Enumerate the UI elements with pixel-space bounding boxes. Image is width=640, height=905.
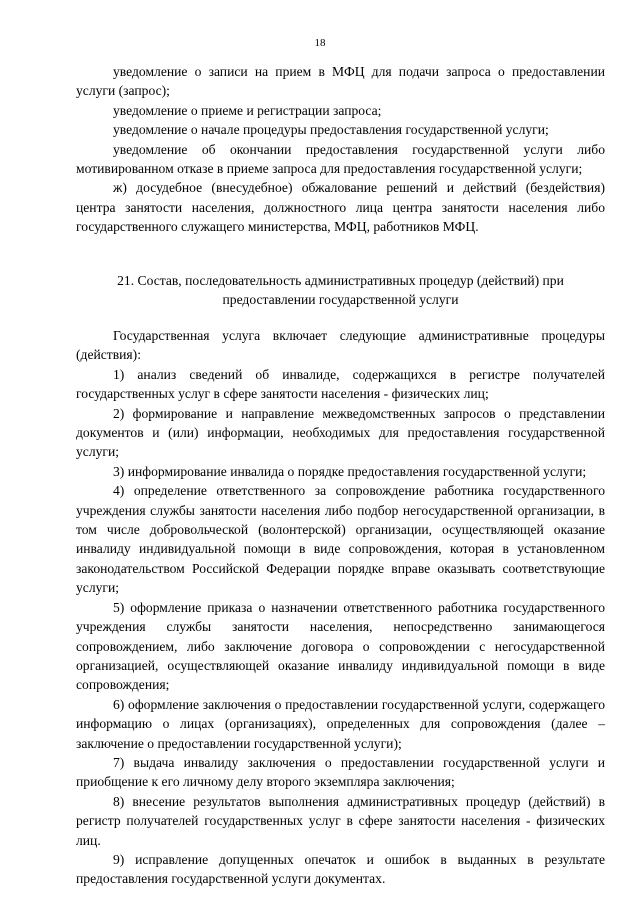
list-item: 9) исправление допущенных опечаток и ошибок в выданных в результате предоставления государственной услуги документах. [76, 851, 605, 887]
section-heading-line: предоставлении государственной услуги [222, 292, 459, 308]
list-item: уведомление о приеме и регистрации запроса; [113, 102, 382, 118]
list-item: уведомление об окончании предоставления государственной услуги либо мотивированном отказе в приеме запроса для предоставления государственной услуги; [76, 141, 605, 177]
list-item: 6) оформление заключения о предоставлении государственной услуги, содержащего информацию о лицах (организациях), определенных для сопровождения (далее – заключение о предоставлении государственной услуги); [76, 696, 605, 751]
page-number: 18 [314, 37, 326, 49]
list-item: 7) выдача инвалиду заключения о предоставлении государственной услуги и приобщение к его личному делу второго экземпляра заключения; [76, 754, 605, 790]
section-heading [76, 271, 605, 310]
procedures-list [76, 326, 605, 889]
intro-paragraph: Государственная услуга включает следующие административные процедуры (действия): [76, 328, 605, 363]
section-heading-line: 21. Состав, последовательность административных процедур (действий) при [117, 273, 564, 288]
list-item: уведомление о записи на прием в МФЦ для подачи запроса о предоставлении услуги (запрос); [76, 64, 605, 99]
list-item: 3) информирование инвалида о порядке предоставления государственной услуги; [113, 463, 587, 479]
list-item: 5) оформление приказа о назначении ответственного работника государственного учреждения службы занятости населения, непосредственно занимающегося сопровождением, либо заключение договора о сопровождении с негосударственной организацией, осуществляющей оказание инвалиду индивидуальной помощи в виде сопровождения; [76, 599, 605, 693]
list-item: уведомление о начале процедуры предоставления государственной услуги; [113, 122, 549, 138]
list-item: 1) анализ сведений об инвалиде, содержащихся в регистре получателей государственных услуг в сфере занятости населения - физических лиц; [76, 366, 605, 402]
list-item: 8) внесение результатов выполнения административных процедур (действий) в регистр получателей государственных услуг в сфере занятости населения - физических лиц. [76, 793, 605, 848]
notification-list [76, 62, 605, 237]
list-item: 4) определение ответственного за сопровождение работника государственного учреждения службы занятости населения либо подбор негосударственной организации, в том числе добровольческой (волонтерской) организации, осуществляющей оказание инвалиду индивидуальной помощи в виде сопровождения, которая в установленном законодательством Российской Федерации порядке вправе оказывать соответствующие услуги; [76, 483, 605, 596]
list-item: 2) формирование и направление межведомственных запросов о представлении документов и (или) информации, необходимых для предоставления государственной услуги; [76, 405, 605, 460]
list-item: ж) досудебное (внесудебное) обжалование решений и действий (бездействия) центра занятости населения, должностного лица центра занятости населения либо государственного служащего министерства, МФЦ, работников МФЦ. [76, 180, 605, 235]
